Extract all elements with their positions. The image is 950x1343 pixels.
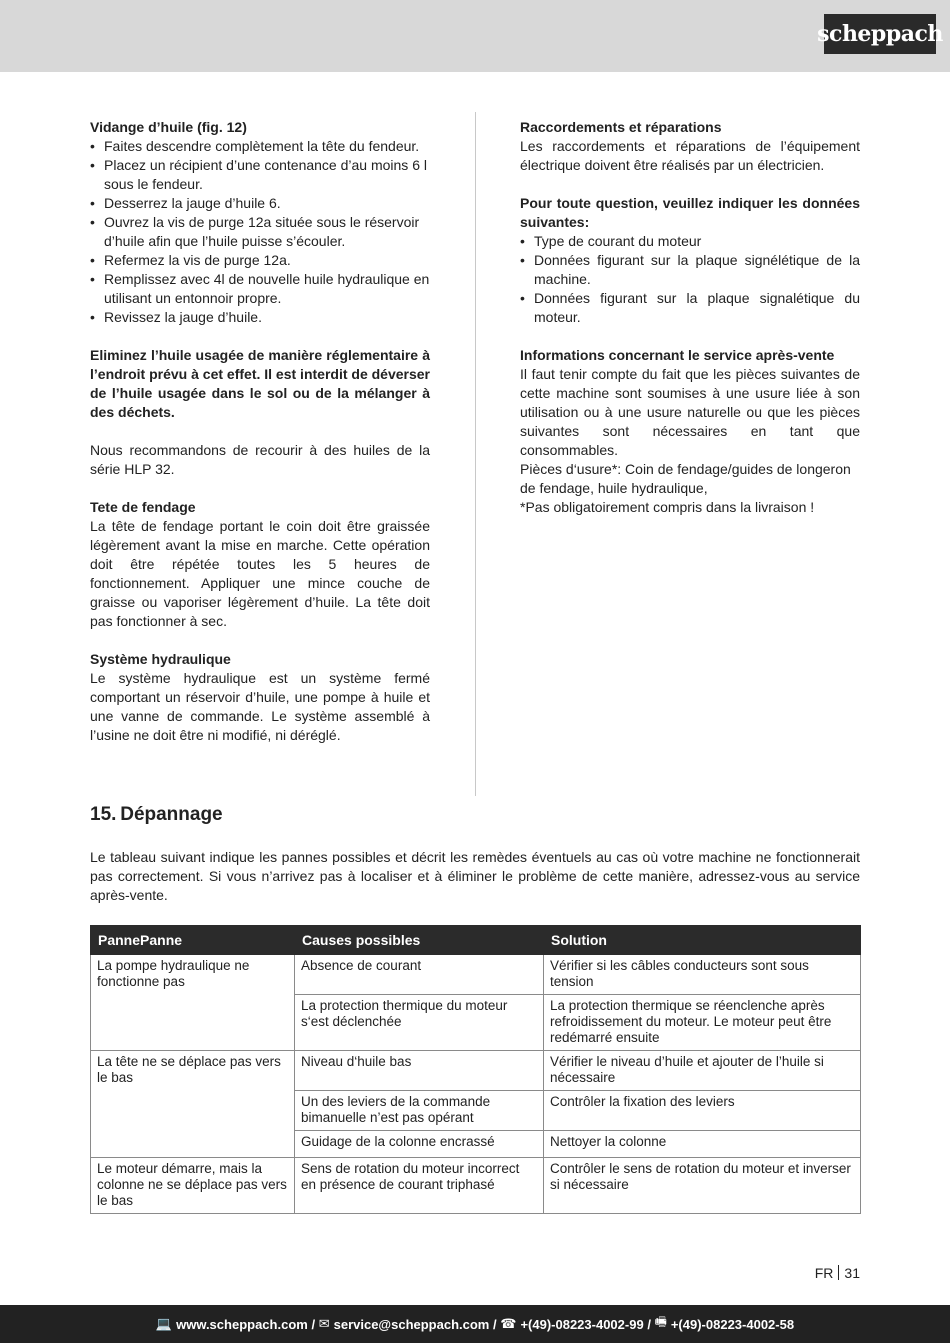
- page-number-value: 31: [844, 1265, 860, 1281]
- column-divider: [475, 112, 476, 796]
- divider: [838, 1265, 839, 1280]
- cause-cell: La protection thermique du moteur s‘est déclenchée: [295, 995, 544, 1051]
- right-column: [520, 118, 860, 517]
- footer-fax: +(49)-08223-4002-58: [670, 1316, 795, 1332]
- list-item: • Desserrez la jauge d’huile 6.: [90, 194, 430, 213]
- laptop-icon: 💻: [155, 1316, 173, 1331]
- splitting-head-text: La tête de fendage portant le coin doit être graissée légèrement avant la mise en marche. Cette opération doit être répétée toutes les 5 heures de fonctionnement. Appliquer une mince couche de graisse ou vaporiser légèrement d’huile. La tête doit pas fonctionner à sec.: [90, 518, 430, 629]
- list-item: • Données figurant sur la plaque signalétique du moteur.: [520, 289, 860, 327]
- hydraulic-text: Le système hydraulique est un système fermé comportant un réservoir d’huile, une pompe à huile et une vanne de commande. Le système assemblé à l’usine ne doit être ni modifié, ni déréglé.: [90, 670, 430, 743]
- list-item: • Faites descendre complètement la tête du fendeur.: [90, 137, 430, 156]
- service-title: Informations concernant le service après-vente: [520, 347, 835, 363]
- questions-list: [520, 232, 860, 327]
- cause-cell: Un des leviers de la commande bimanuelle n’est pas opérant: [295, 1091, 544, 1131]
- splitting-head-title: Tete de fendage: [90, 499, 196, 515]
- cause-cell: Absence de courant: [295, 955, 544, 995]
- cause-cell: Guidage de la colonne encrassé: [295, 1131, 544, 1158]
- solution-cell: Contrôler le sens de rotation du moteur et inverser si nécessaire: [544, 1158, 861, 1214]
- table-header-row: [91, 926, 861, 955]
- footer-separator: /: [647, 1316, 651, 1332]
- language-code: FR: [814, 1265, 834, 1281]
- page-header: [0, 0, 950, 72]
- footer-separator: /: [311, 1316, 316, 1332]
- troubleshooting-intro: Le tableau suivant indique les pannes possibles et décrit les remèdes éventuels au cas où votre machine ne fonctionnerait pas correctement. Si vous n’arrivez pas à localiser et à éliminer le problème de cette manière, adressez-vous au service après-vente.: [90, 849, 860, 903]
- connections-title: Raccordements et réparations: [520, 119, 722, 135]
- footer-separator: /: [493, 1316, 497, 1332]
- mail-icon: ✉: [318, 1316, 330, 1331]
- page-footer: [0, 1305, 950, 1343]
- list-item: • Refermez la vis de purge 12a.: [90, 251, 430, 270]
- column-header-causes: Causes possibles: [295, 926, 544, 955]
- solution-cell: La protection thermique se réenclenche après refroidissement du moteur. Le moteur peut être redémarré ensuite: [544, 995, 861, 1051]
- table-row: [91, 1051, 861, 1091]
- left-column: [90, 118, 430, 745]
- solution-cell: Vérifier si les câbles conducteurs sont sous tension: [544, 955, 861, 995]
- oil-recommendation: Nous recommandons de recourir à des huiles de la série HLP 32.: [90, 442, 430, 477]
- disposal-warning: Eliminez l’huile usagée de manière réglementaire à l’endroit prévu à cet effet. Il est interdit de déverser de l’huile usagée dans le sol ou de la mélanger à des déchets.: [90, 347, 430, 420]
- list-item: • Remplissez avec 4l de nouvelle huile hydraulique en utilisant un entonnoir propre.: [90, 270, 430, 308]
- questions-title: Pour toute question, veuillez indiquer les données suivantes:: [520, 195, 860, 230]
- solution-cell: Contrôler la fixation des leviers: [544, 1091, 861, 1131]
- service-text: Il faut tenir compte du fait que les pièces suivantes de cette machine sont soumises à une usure liée à son utilisation ou à une usure naturelle ou que les pièces suivantes sont nécessaires en tant que consommables.: [520, 366, 860, 458]
- solution-cell: Vérifier le niveau d’huile et ajouter de l’huile si nécessaire: [544, 1051, 861, 1091]
- footer-phone: +(49)-08223-4002-99: [520, 1316, 644, 1332]
- oil-change-title: Vidange d’huile (fig. 12): [90, 119, 247, 135]
- cause-cell: Sens de rotation du moteur incorrect en présence de courant triphasé: [295, 1158, 544, 1214]
- phone-icon: ☎: [500, 1316, 517, 1331]
- connections-text: Les raccordements et réparations de l’équipement électrique doivent être réalisés par un électricien.: [520, 138, 860, 173]
- cause-cell: Niveau d‘huile bas: [295, 1051, 544, 1091]
- list-item: • Ouvrez la vis de purge 12a située sous le réservoir d’huile afin que l’huile puisse s’écouler.: [90, 213, 430, 251]
- table-row: [91, 1158, 861, 1214]
- footer-email: service@scheppach.com: [333, 1316, 490, 1332]
- column-header-fault: PannePanne: [91, 926, 295, 955]
- troubleshooting-table: [90, 925, 861, 1214]
- list-item: • Revissez la jauge d’huile.: [90, 308, 430, 327]
- section-title: 15. Dépannage: [90, 804, 223, 825]
- list-item: • Placez un récipient d’une contenance d’au moins 6 l sous le fendeur.: [90, 156, 430, 194]
- page-number: [815, 1265, 860, 1281]
- fault-cell: La pompe hydraulique ne fonctionne pas: [91, 955, 295, 1051]
- solution-cell: Nettoyer la colonne: [544, 1131, 861, 1158]
- wear-parts: Pièces d‘usure*: Coin de fendage/guides de longeron de fendage, huile hydraulique,: [520, 461, 851, 496]
- list-item: • Type de courant du moteur: [520, 232, 860, 251]
- fault-cell: Le moteur démarre, mais la colonne ne se déplace pas vers le bas: [91, 1158, 295, 1214]
- brand-logo: scheppach: [824, 14, 936, 54]
- delivery-note: *Pas obligatoirement compris dans la livraison !: [520, 499, 815, 515]
- footer-website: www.scheppach.com: [176, 1316, 308, 1332]
- fax-icon: 🖷: [654, 1314, 667, 1329]
- list-item: • Données figurant sur la plaque signélétique de la machine.: [520, 251, 860, 289]
- column-header-solution: Solution: [544, 926, 861, 955]
- fault-cell: La tête ne se déplace pas vers le bas: [91, 1051, 295, 1158]
- oil-change-steps: [90, 137, 430, 327]
- table-row: [91, 955, 861, 995]
- hydraulic-title: Système hydraulique: [90, 651, 231, 667]
